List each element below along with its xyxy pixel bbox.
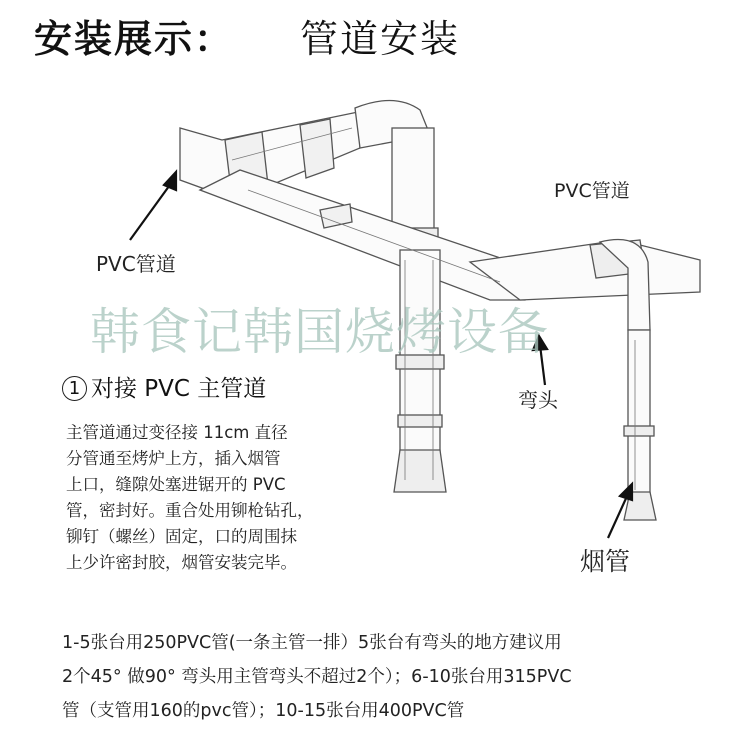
step-heading [62,370,266,403]
step-description-line: 主管道通过变径接 11cm 直径 [66,423,288,442]
footer-note-line: 2个45° 做90° 弯头用主管弯头不超过2个）；6-10张台用315PVC [62,667,572,687]
step-description-line: 上口，缝隙处塞进锯开的 PVC [66,475,286,494]
elbow-label: 弯头 [518,388,558,412]
step-description-line: 上少许密封胶，烟管安装完毕。 [66,553,297,572]
step-description-line: 管，密封好。重合处用铆枪钻孔， [66,501,314,520]
footer-note [62,626,712,728]
step-description-line: 分管通至烤炉上方，插入烟管 [66,449,281,468]
footer-note-line: 管（支管用160的pvc管）；10-15张台用400PVC管 [62,701,465,721]
page-subtitle: 管道安装 [300,17,461,61]
step-description-line: 铆钉（螺丝）固定，口的周围抹 [66,527,297,546]
step-title: 对接 PVC 主管道 [91,376,267,402]
pvc-pipe-label-right: PVC管道 [554,180,630,202]
step-number-badge: 1 [62,376,87,401]
pvc-pipe-label-left: PVC管道 [96,252,176,276]
chimney-label: 烟管 [580,547,631,576]
step-description [66,420,366,576]
footer-note-line: 1-5张台用250PVC管(一条主管一排）5张台有弯头的地方建议用 [62,633,562,653]
page-title: 安装展示： [34,17,235,61]
watermark: 韩食记韩国烧烤设备 [90,303,549,361]
